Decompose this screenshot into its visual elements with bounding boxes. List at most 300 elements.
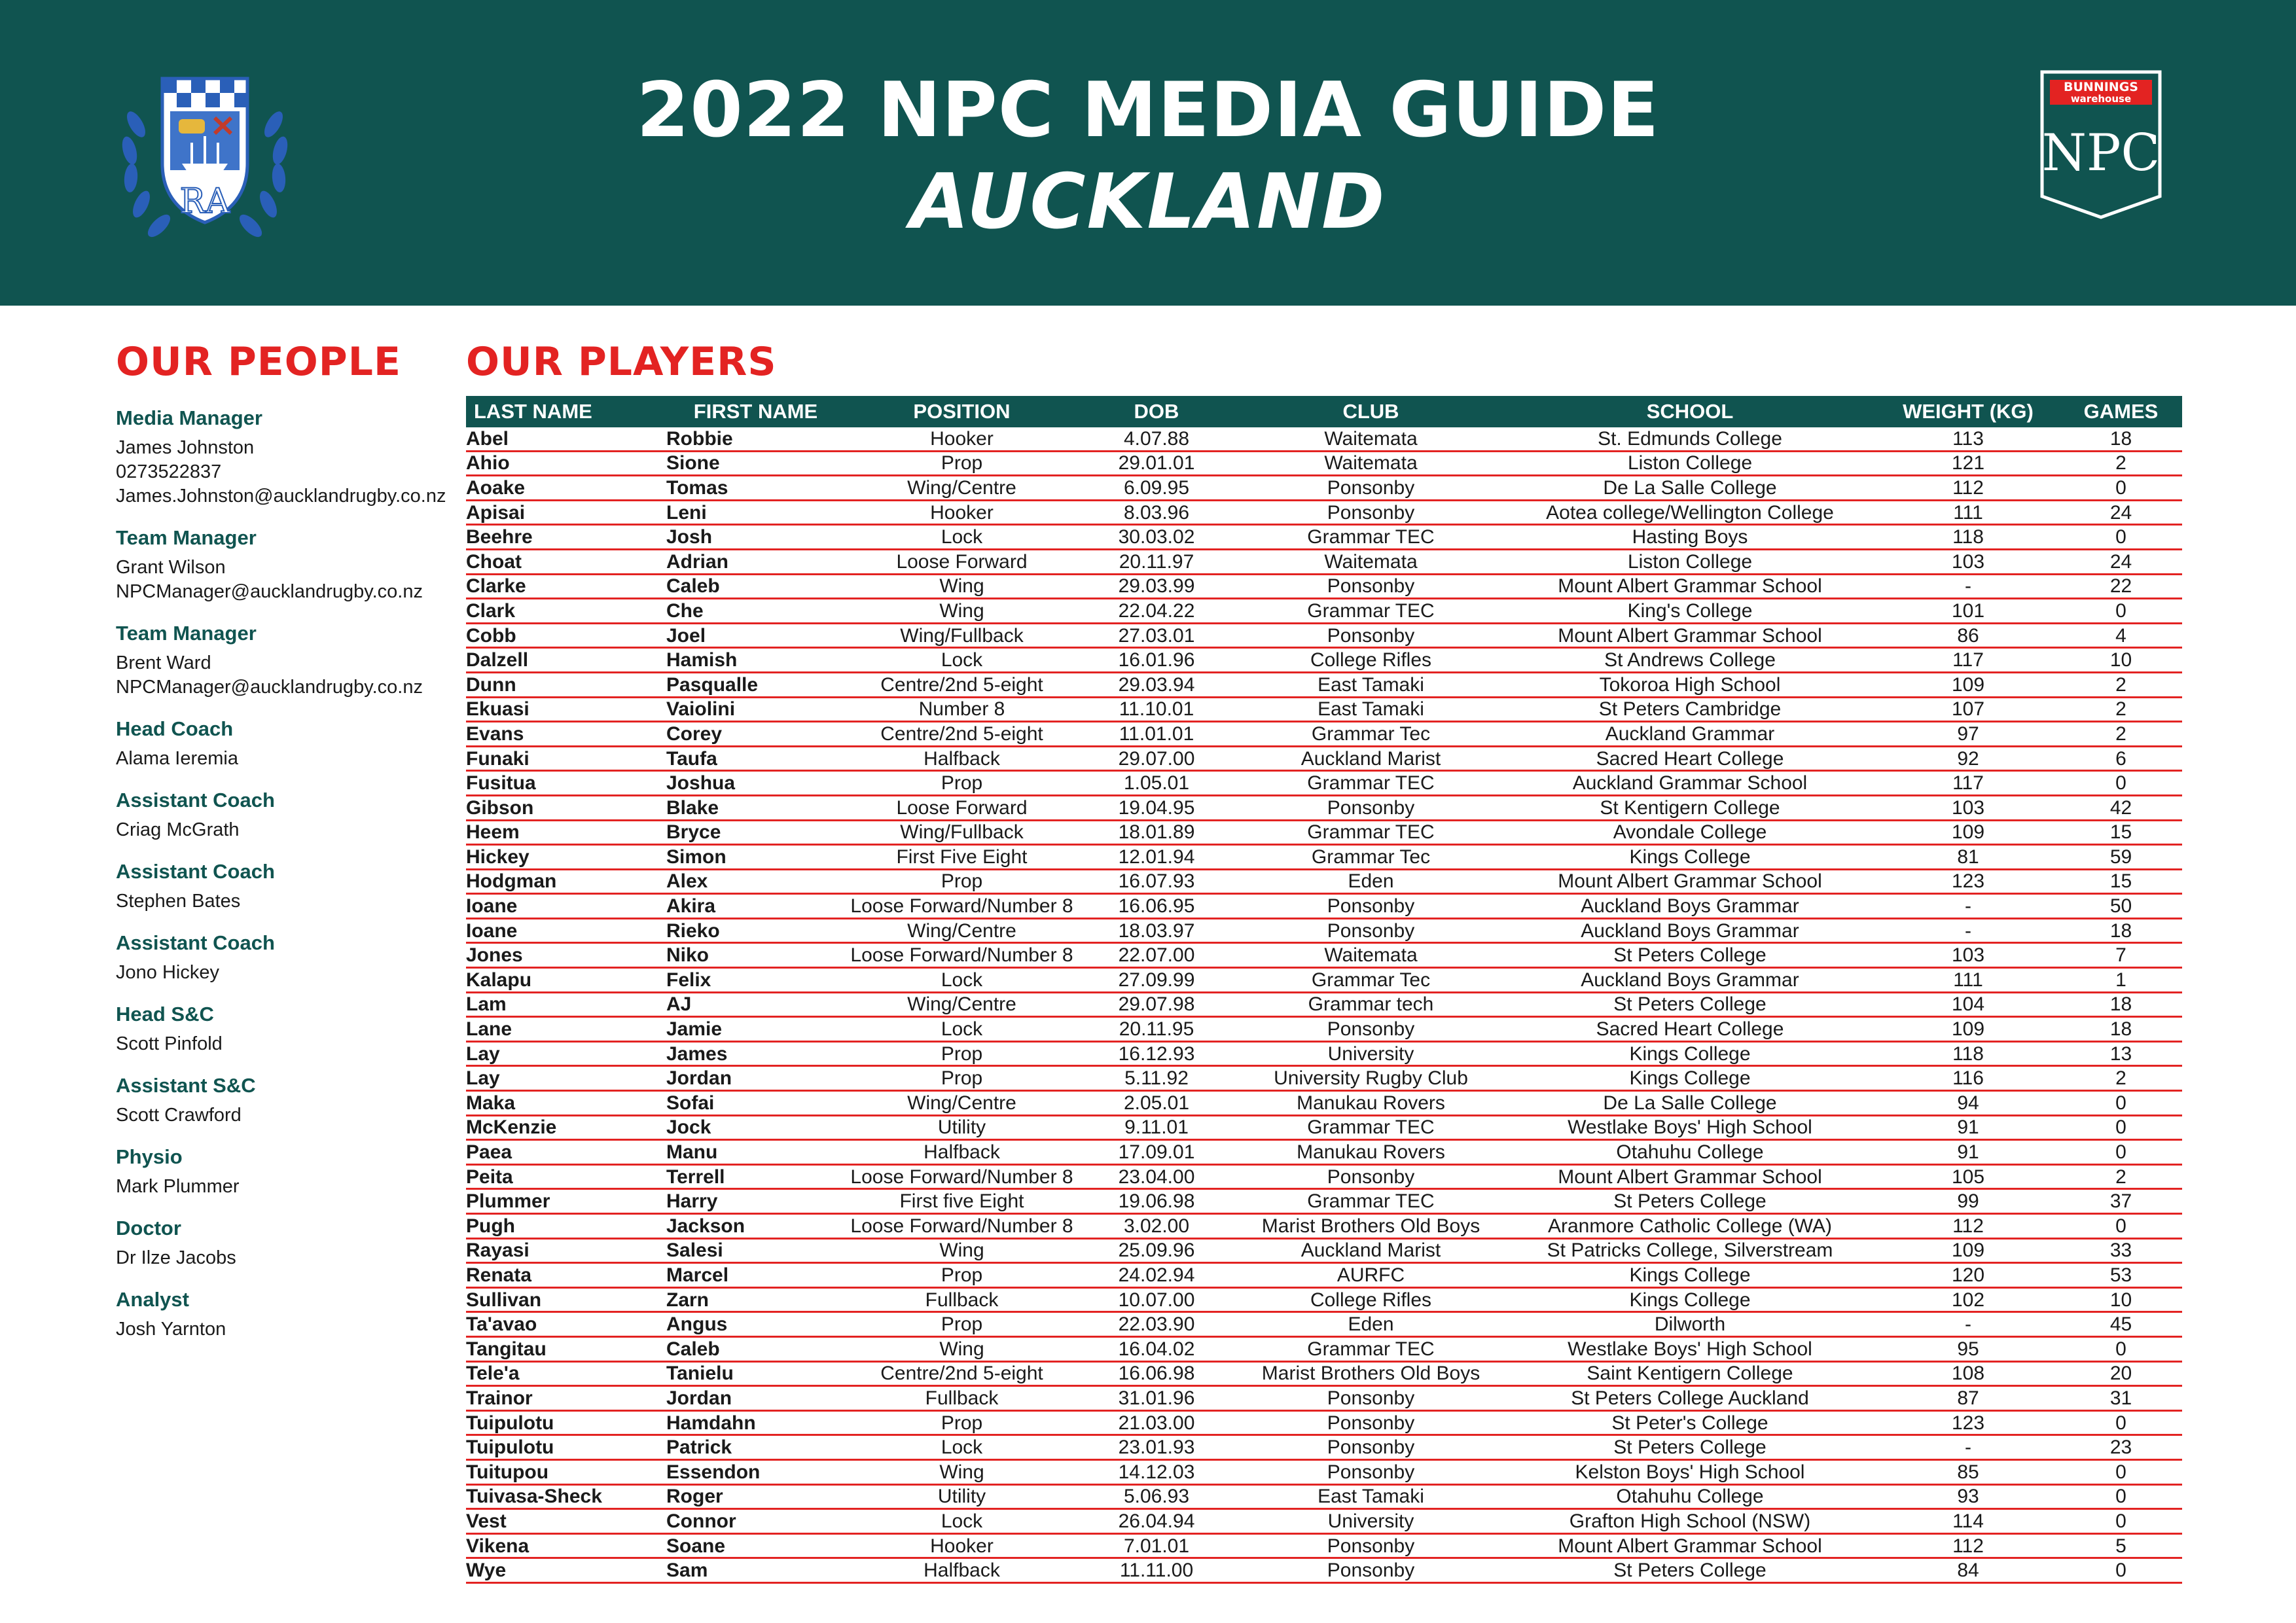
- cell-dob: 11.11.00: [1075, 1558, 1238, 1583]
- cell-club: Ponsonby: [1238, 1164, 1503, 1189]
- cell-club: Waitemata: [1238, 943, 1503, 968]
- table-row: [466, 1140, 2182, 1165]
- cell-games: 24: [2060, 500, 2182, 525]
- cell-dob: 20.11.97: [1075, 549, 1238, 574]
- cell-position: Halfback: [849, 746, 1075, 771]
- cell-weight: 111: [1876, 968, 2060, 993]
- table-row: [466, 746, 2182, 771]
- cell-club: University: [1238, 1509, 1503, 1534]
- cell-school: Mount Albert Grammar School: [1503, 1533, 1876, 1558]
- table-row: [466, 771, 2182, 796]
- table-row: [466, 869, 2182, 894]
- table-row: [466, 427, 2182, 451]
- table-row: [466, 722, 2182, 747]
- cell-dob: 26.04.94: [1075, 1509, 1238, 1534]
- staff-detail: Brent Ward: [116, 652, 211, 673]
- staff-role: Assistant Coach: [116, 789, 275, 812]
- table-row: [466, 1287, 2182, 1312]
- staff-role: Physio: [116, 1145, 183, 1168]
- cell-club: Manukau Rovers: [1238, 1140, 1503, 1165]
- cell-games: 2: [2060, 1164, 2182, 1189]
- table-row: [466, 549, 2182, 574]
- cell-club: University: [1238, 1041, 1503, 1066]
- cell-dob: 8.03.96: [1075, 500, 1238, 525]
- cell-first-name: Che: [662, 599, 849, 624]
- cell-position: Prop: [849, 451, 1075, 476]
- crest-monogram: RA: [179, 182, 230, 221]
- cell-first-name: Adrian: [662, 549, 849, 574]
- cell-games: 2: [2060, 722, 2182, 747]
- cell-first-name: Taufa: [662, 746, 849, 771]
- cell-club: Marist Brothers Old Boys: [1238, 1361, 1503, 1386]
- cell-dob: 4.07.88: [1075, 427, 1238, 451]
- cell-weight: 109: [1876, 820, 2060, 845]
- cell-club: University Rugby Club: [1238, 1066, 1503, 1091]
- cell-position: Lock: [849, 968, 1075, 993]
- cell-school: St Patricks College, Silverstream: [1503, 1238, 1876, 1263]
- cell-club: Ponsonby: [1238, 1459, 1503, 1484]
- cell-club: Ponsonby: [1238, 1386, 1503, 1411]
- column-header-last-name: LAST NAME: [466, 396, 662, 427]
- cell-dob: 11.01.01: [1075, 722, 1238, 747]
- cell-club: Grammar TEC: [1238, 771, 1503, 796]
- cell-games: 7: [2060, 943, 2182, 968]
- cell-position: Lock: [849, 648, 1075, 673]
- cell-first-name: Vaiolini: [662, 697, 849, 722]
- cell-dob: 3.02.00: [1075, 1214, 1238, 1239]
- cell-school: Sacred Heart College: [1503, 1017, 1876, 1042]
- cell-first-name: Blake: [662, 795, 849, 820]
- table-row: [466, 1115, 2182, 1140]
- cell-last-name: Hodgman: [466, 869, 662, 894]
- cell-first-name: Tanielu: [662, 1361, 849, 1386]
- cell-position: Lock: [849, 525, 1075, 550]
- cell-games: 13: [2060, 1041, 2182, 1066]
- staff-role: Assistant Coach: [116, 860, 275, 883]
- cell-club: Grammar Tec: [1238, 722, 1503, 747]
- cell-position: Halfback: [849, 1558, 1075, 1583]
- cell-school: Aranmore Catholic College (WA): [1503, 1214, 1876, 1239]
- cell-club: Ponsonby: [1238, 1410, 1503, 1435]
- table-row: [466, 1238, 2182, 1263]
- cell-club: Ponsonby: [1238, 918, 1503, 943]
- cell-last-name: Vikena: [466, 1533, 662, 1558]
- cell-weight: 99: [1876, 1189, 2060, 1214]
- table-row: [466, 1484, 2182, 1509]
- cell-weight: 123: [1876, 869, 2060, 894]
- cell-school: St Peters College: [1503, 1558, 1876, 1583]
- cell-first-name: Pasqualle: [662, 672, 849, 697]
- cell-weight: 87: [1876, 1386, 2060, 1411]
- cell-games: 0: [2060, 1459, 2182, 1484]
- cell-weight: 91: [1876, 1115, 2060, 1140]
- cell-games: 0: [2060, 476, 2182, 501]
- page-subtitle: AUCKLAND: [910, 158, 1386, 246]
- table-row: [466, 1410, 2182, 1435]
- cell-position: Hooker: [849, 1533, 1075, 1558]
- cell-weight: 112: [1876, 476, 2060, 501]
- cell-position: Loose Forward/Number 8: [849, 1214, 1075, 1239]
- cell-school: Aotea college/Wellington College: [1503, 500, 1876, 525]
- cell-school: Otahuhu College: [1503, 1140, 1876, 1165]
- cell-games: 31: [2060, 1386, 2182, 1411]
- cell-first-name: Sofai: [662, 1091, 849, 1116]
- cell-weight: 81: [1876, 845, 2060, 870]
- column-header-school: SCHOOL: [1503, 396, 1876, 427]
- cell-last-name: Renata: [466, 1263, 662, 1288]
- staff-role: Team Manager: [116, 526, 257, 549]
- cell-position: Wing/Centre: [849, 992, 1075, 1017]
- cell-club: Waitemata: [1238, 549, 1503, 574]
- cell-first-name: AJ: [662, 992, 849, 1017]
- cell-position: Lock: [849, 1509, 1075, 1534]
- cell-position: Centre/2nd 5-eight: [849, 1361, 1075, 1386]
- column-header-first-name: FIRST NAME: [662, 396, 849, 427]
- cell-weight: 91: [1876, 1140, 2060, 1165]
- cell-first-name: Niko: [662, 943, 849, 968]
- cell-last-name: Beehre: [466, 525, 662, 550]
- cell-last-name: Ekuasi: [466, 697, 662, 722]
- cell-last-name: Paea: [466, 1140, 662, 1165]
- staff-detail: Alama Ieremia: [116, 748, 238, 769]
- cell-last-name: Ahio: [466, 451, 662, 476]
- cell-last-name: Clark: [466, 599, 662, 624]
- cell-first-name: Manu: [662, 1140, 849, 1165]
- cell-first-name: Akira: [662, 894, 849, 919]
- cell-last-name: Tele'a: [466, 1361, 662, 1386]
- cell-first-name: Caleb: [662, 1336, 849, 1361]
- cell-school: Auckland Grammar School: [1503, 771, 1876, 796]
- cell-last-name: Clarke: [466, 574, 662, 599]
- cell-dob: 16.06.98: [1075, 1361, 1238, 1386]
- cell-dob: 2.05.01: [1075, 1091, 1238, 1116]
- cell-club: College Rifles: [1238, 1287, 1503, 1312]
- cell-position: Wing/Centre: [849, 1091, 1075, 1116]
- column-header-games: GAMES: [2060, 396, 2182, 427]
- cell-games: 4: [2060, 623, 2182, 648]
- cell-school: Grafton High School (NSW): [1503, 1509, 1876, 1534]
- cell-games: 0: [2060, 1214, 2182, 1239]
- cell-weight: 95: [1876, 1336, 2060, 1361]
- cell-school: Westlake Boys' High School: [1503, 1115, 1876, 1140]
- cell-school: Mount Albert Grammar School: [1503, 623, 1876, 648]
- cell-school: Otahuhu College: [1503, 1484, 1876, 1509]
- cell-games: 24: [2060, 549, 2182, 574]
- cell-dob: 23.01.93: [1075, 1435, 1238, 1460]
- cell-dob: 14.12.03: [1075, 1459, 1238, 1484]
- cell-first-name: Sam: [662, 1558, 849, 1583]
- cell-position: Halfback: [849, 1140, 1075, 1165]
- table-row: [466, 1017, 2182, 1042]
- cell-school: Westlake Boys' High School: [1503, 1336, 1876, 1361]
- table-row: [466, 1189, 2182, 1214]
- cell-position: Hooker: [849, 500, 1075, 525]
- cell-club: Grammar TEC: [1238, 1189, 1503, 1214]
- cell-school: Avondale College: [1503, 820, 1876, 845]
- cell-weight: 92: [1876, 746, 2060, 771]
- cell-dob: 16.01.96: [1075, 648, 1238, 673]
- cell-club: AURFC: [1238, 1263, 1503, 1288]
- cell-weight: 101: [1876, 599, 2060, 624]
- cell-school: St Kentigern College: [1503, 795, 1876, 820]
- table-row: [466, 1435, 2182, 1460]
- cell-last-name: Funaki: [466, 746, 662, 771]
- cell-first-name: Joel: [662, 623, 849, 648]
- cell-club: Ponsonby: [1238, 623, 1503, 648]
- cell-games: 0: [2060, 771, 2182, 796]
- cell-first-name: Corey: [662, 722, 849, 747]
- cell-last-name: Hickey: [466, 845, 662, 870]
- cell-first-name: Robbie: [662, 427, 849, 451]
- sponsor-bottom-text: warehouse: [2070, 93, 2132, 105]
- people-list: [116, 393, 456, 1342]
- table-row: [466, 918, 2182, 943]
- cell-position: Hooker: [849, 427, 1075, 451]
- cell-position: Wing/Centre: [849, 476, 1075, 501]
- cell-dob: 23.04.00: [1075, 1164, 1238, 1189]
- cell-position: Centre/2nd 5-eight: [849, 722, 1075, 747]
- cell-club: East Tamaki: [1238, 1484, 1503, 1509]
- column-header-club: CLUB: [1238, 396, 1503, 427]
- cell-weight: 84: [1876, 1558, 2060, 1583]
- cell-last-name: Fusitua: [466, 771, 662, 796]
- cell-club: Grammar TEC: [1238, 820, 1503, 845]
- staff-role: Assistant Coach: [116, 931, 275, 954]
- cell-club: Marist Brothers Old Boys: [1238, 1214, 1503, 1239]
- cell-position: Wing: [849, 599, 1075, 624]
- cell-club: Grammar Tec: [1238, 845, 1503, 870]
- cell-last-name: Lane: [466, 1017, 662, 1042]
- npc-logo-icon: [2036, 65, 2166, 223]
- cell-dob: 24.02.94: [1075, 1263, 1238, 1288]
- cell-games: 45: [2060, 1312, 2182, 1337]
- cell-school: St Peters College: [1503, 992, 1876, 1017]
- cell-dob: 16.07.93: [1075, 869, 1238, 894]
- cell-first-name: Rieko: [662, 918, 849, 943]
- cell-school: St Peters College: [1503, 1189, 1876, 1214]
- cell-dob: 9.11.01: [1075, 1115, 1238, 1140]
- cell-games: 42: [2060, 795, 2182, 820]
- cell-games: 0: [2060, 1140, 2182, 1165]
- cell-last-name: Dunn: [466, 672, 662, 697]
- cell-dob: 6.09.95: [1075, 476, 1238, 501]
- cell-first-name: Simon: [662, 845, 849, 870]
- cell-weight: -: [1876, 918, 2060, 943]
- cell-school: Saint Kentigern College: [1503, 1361, 1876, 1386]
- cell-position: First five Eight: [849, 1189, 1075, 1214]
- cell-first-name: Jackson: [662, 1214, 849, 1239]
- cell-first-name: Bryce: [662, 820, 849, 845]
- cell-games: 2: [2060, 451, 2182, 476]
- cell-weight: 93: [1876, 1484, 2060, 1509]
- cell-first-name: Patrick: [662, 1435, 849, 1460]
- cell-last-name: Jones: [466, 943, 662, 968]
- table-row: [466, 1312, 2182, 1337]
- cell-club: Ponsonby: [1238, 1435, 1503, 1460]
- cell-weight: 117: [1876, 771, 2060, 796]
- cell-games: 1: [2060, 968, 2182, 993]
- cell-games: 18: [2060, 1017, 2182, 1042]
- staff-detail: Criag McGrath: [116, 819, 240, 840]
- table-row: [466, 574, 2182, 599]
- cell-school: Mount Albert Grammar School: [1503, 574, 1876, 599]
- cell-dob: 16.06.95: [1075, 894, 1238, 919]
- cell-position: Fullback: [849, 1386, 1075, 1411]
- column-header-weight: WEIGHT (KG): [1876, 396, 2060, 427]
- cell-position: Wing: [849, 1336, 1075, 1361]
- cell-dob: 22.07.00: [1075, 943, 1238, 968]
- cell-first-name: Leni: [662, 500, 849, 525]
- cell-position: Wing/Fullback: [849, 623, 1075, 648]
- staff-detail: Josh Yarnton: [116, 1319, 226, 1340]
- cell-dob: 18.01.89: [1075, 820, 1238, 845]
- cell-dob: 19.06.98: [1075, 1189, 1238, 1214]
- cell-weight: -: [1876, 894, 2060, 919]
- cell-school: St. Edmunds College: [1503, 427, 1876, 451]
- staff-role: Analyst: [116, 1288, 189, 1311]
- table-row: [466, 1361, 2182, 1386]
- cell-dob: 11.10.01: [1075, 697, 1238, 722]
- cell-games: 22: [2060, 574, 2182, 599]
- cell-club: Ponsonby: [1238, 1558, 1503, 1583]
- cell-club: Waitemata: [1238, 451, 1503, 476]
- cell-last-name: Pugh: [466, 1214, 662, 1239]
- cell-last-name: Gibson: [466, 795, 662, 820]
- cell-last-name: Choat: [466, 549, 662, 574]
- cell-school: St Peter's College: [1503, 1410, 1876, 1435]
- cell-first-name: Terrell: [662, 1164, 849, 1189]
- staff-detail: Grant Wilson: [116, 557, 226, 578]
- cell-position: Utility: [849, 1484, 1075, 1509]
- staff-detail: James Johnston: [116, 437, 255, 458]
- table-row: [466, 599, 2182, 624]
- cell-club: College Rifles: [1238, 648, 1503, 673]
- table-row: [466, 1558, 2182, 1583]
- cell-weight: 103: [1876, 795, 2060, 820]
- cell-weight: 117: [1876, 648, 2060, 673]
- cell-dob: 27.09.99: [1075, 968, 1238, 993]
- staff-detail: NPCManager@aucklandrugby.co.nz: [116, 677, 423, 698]
- cell-games: 50: [2060, 894, 2182, 919]
- players-table: [466, 396, 2182, 1584]
- cell-last-name: Vest: [466, 1509, 662, 1534]
- cell-club: Ponsonby: [1238, 894, 1503, 919]
- table-row: [466, 1509, 2182, 1534]
- table-row: [466, 1066, 2182, 1091]
- cell-first-name: Caleb: [662, 574, 849, 599]
- cell-position: Loose Forward: [849, 549, 1075, 574]
- staff-detail: Dr Ilze Jacobs: [116, 1247, 236, 1268]
- cell-position: Prop: [849, 1041, 1075, 1066]
- cell-last-name: Cobb: [466, 623, 662, 648]
- cell-games: 0: [2060, 1558, 2182, 1583]
- staff-detail: James.Johnston@aucklandrugby.co.nz: [116, 486, 446, 507]
- cell-dob: 30.03.02: [1075, 525, 1238, 550]
- cell-first-name: Sione: [662, 451, 849, 476]
- cell-first-name: Essendon: [662, 1459, 849, 1484]
- cell-last-name: Ioane: [466, 918, 662, 943]
- cell-weight: 121: [1876, 451, 2060, 476]
- cell-games: 2: [2060, 1066, 2182, 1091]
- cell-last-name: Tuitupou: [466, 1459, 662, 1484]
- cell-first-name: Hamdahn: [662, 1410, 849, 1435]
- table-row: [466, 525, 2182, 550]
- cell-last-name: Tuipulotu: [466, 1410, 662, 1435]
- cell-position: Loose Forward: [849, 795, 1075, 820]
- cell-last-name: Plummer: [466, 1189, 662, 1214]
- cell-first-name: Roger: [662, 1484, 849, 1509]
- cell-position: Loose Forward/Number 8: [849, 894, 1075, 919]
- staff-detail: NPCManager@aucklandrugby.co.nz: [116, 581, 423, 602]
- cell-first-name: Hamish: [662, 648, 849, 673]
- cell-last-name: Ta'avao: [466, 1312, 662, 1337]
- staff-detail: Stephen Bates: [116, 891, 241, 912]
- cell-club: Ponsonby: [1238, 476, 1503, 501]
- cell-club: Grammar TEC: [1238, 1336, 1503, 1361]
- cell-weight: 85: [1876, 1459, 2060, 1484]
- staff-detail: Mark Plummer: [116, 1176, 240, 1197]
- cell-club: East Tamaki: [1238, 672, 1503, 697]
- cell-weight: -: [1876, 1312, 2060, 1337]
- cell-last-name: Lam: [466, 992, 662, 1017]
- cell-dob: 29.01.01: [1075, 451, 1238, 476]
- page-title: 2022 NPC MEDIA GUIDE: [636, 66, 1660, 154]
- cell-first-name: Marcel: [662, 1263, 849, 1288]
- cell-position: Wing: [849, 1459, 1075, 1484]
- cell-last-name: Trainor: [466, 1386, 662, 1411]
- cell-weight: 112: [1876, 1214, 2060, 1239]
- cell-school: Auckland Grammar: [1503, 722, 1876, 747]
- cell-school: Tokoroa High School: [1503, 672, 1876, 697]
- cell-last-name: Lay: [466, 1041, 662, 1066]
- table-row: [466, 1263, 2182, 1288]
- staff-detail: Jono Hickey: [116, 962, 219, 983]
- cell-club: Auckland Marist: [1238, 1238, 1503, 1263]
- staff-role: Head Coach: [116, 717, 234, 740]
- cell-weight: 120: [1876, 1263, 2060, 1288]
- cell-school: Liston College: [1503, 451, 1876, 476]
- cell-first-name: Angus: [662, 1312, 849, 1337]
- staff-detail: Scott Crawford: [116, 1105, 242, 1126]
- cell-weight: 104: [1876, 992, 2060, 1017]
- cell-dob: 29.07.00: [1075, 746, 1238, 771]
- cell-position: Prop: [849, 1410, 1075, 1435]
- cell-club: Grammar Tec: [1238, 968, 1503, 993]
- cell-dob: 19.04.95: [1075, 795, 1238, 820]
- cell-first-name: Jock: [662, 1115, 849, 1140]
- cell-weight: 123: [1876, 1410, 2060, 1435]
- cell-school: St Peters College Auckland: [1503, 1386, 1876, 1411]
- cell-last-name: Rayasi: [466, 1238, 662, 1263]
- cell-club: Ponsonby: [1238, 1017, 1503, 1042]
- cell-dob: 16.12.93: [1075, 1041, 1238, 1066]
- cell-school: Dilworth: [1503, 1312, 1876, 1337]
- cell-games: 0: [2060, 1115, 2182, 1140]
- column-header-dob: DOB: [1075, 396, 1238, 427]
- cell-weight: 107: [1876, 697, 2060, 722]
- cell-club: Waitemata: [1238, 427, 1503, 451]
- cell-games: 18: [2060, 918, 2182, 943]
- cell-games: 6: [2060, 746, 2182, 771]
- cell-last-name: Kalapu: [466, 968, 662, 993]
- cell-school: St Peters College: [1503, 943, 1876, 968]
- staff-detail: Scott Pinfold: [116, 1033, 223, 1054]
- table-row: [466, 697, 2182, 722]
- cell-first-name: Jamie: [662, 1017, 849, 1042]
- cell-club: Eden: [1238, 1312, 1503, 1337]
- cell-weight: 111: [1876, 500, 2060, 525]
- cell-club: Ponsonby: [1238, 1533, 1503, 1558]
